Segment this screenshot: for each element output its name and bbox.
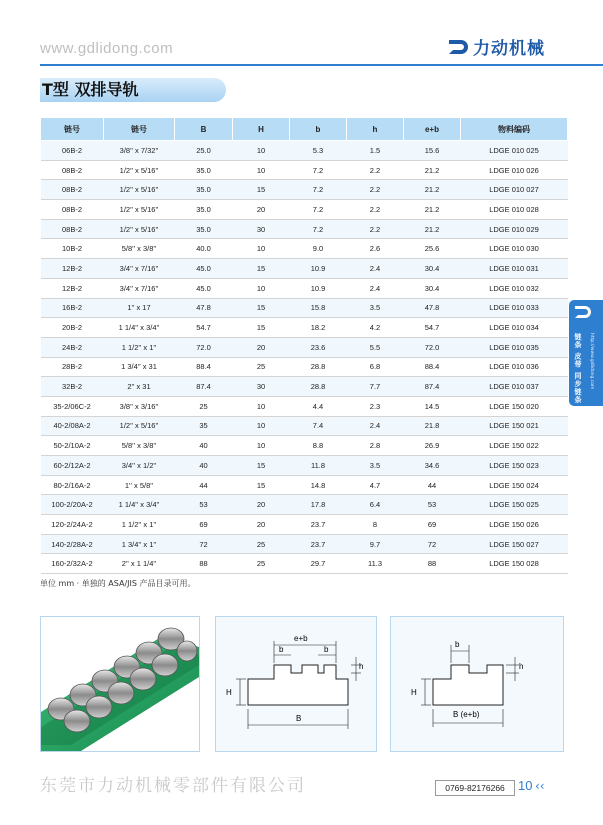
column-header: b — [290, 118, 347, 141]
table-cell: 50-2/10A-2 — [41, 436, 104, 456]
table-cell: 23.6 — [290, 337, 347, 357]
table-cell: 17.8 — [290, 495, 347, 515]
table-cell: 60-2/12A-2 — [41, 456, 104, 476]
table-cell: 25 — [233, 554, 290, 574]
table-row — [41, 475, 568, 495]
column-header: h — [347, 118, 404, 141]
table-cell: 87.4 — [175, 377, 233, 397]
table-cell: 21.2 — [404, 180, 461, 200]
table-cell: 11.3 — [347, 554, 404, 574]
table-cell: 23.7 — [290, 534, 347, 554]
table-cell: LDGE 010 028 — [461, 200, 568, 220]
footer-phone: 0769-82176266 — [435, 780, 515, 796]
dim-b-right-label: b — [324, 645, 329, 654]
table-cell: 20 — [233, 200, 290, 220]
table-cell: 21.2 — [404, 160, 461, 180]
table-cell: 12B-2 — [41, 278, 104, 298]
table-cell: 47.8 — [404, 298, 461, 318]
table-cell: 1/2'' x 5/16'' — [104, 219, 175, 239]
table-cell: 53 — [404, 495, 461, 515]
table-row — [41, 239, 568, 259]
table-cell: 1 3/4'' x 31 — [104, 357, 175, 377]
table-cell: 47.8 — [175, 298, 233, 318]
table-cell: 5/8'' x 3/8'' — [104, 436, 175, 456]
table-cell: LDGE 010 035 — [461, 337, 568, 357]
table-cell: 7.2 — [290, 219, 347, 239]
table-cell: 1'' x 5/8'' — [104, 475, 175, 495]
table-cell: LDGE 010 030 — [461, 239, 568, 259]
table-row — [41, 141, 568, 161]
table-cell: 1'' x 17 — [104, 298, 175, 318]
table-cell: 2.3 — [347, 396, 404, 416]
page-title: T型 双排导轨 — [42, 80, 139, 99]
profile-outline — [248, 665, 348, 705]
table-row — [41, 554, 568, 574]
column-header: 链号 — [41, 118, 104, 141]
table-row — [41, 200, 568, 220]
chain-guide-photo — [41, 617, 199, 751]
table-cell: 10 — [233, 141, 290, 161]
table-cell: LDGE 150 024 — [461, 475, 568, 495]
table-cell: 08B-2 — [41, 180, 104, 200]
table-cell: 10 — [233, 396, 290, 416]
table-cell: 10 — [233, 160, 290, 180]
table-cell: 120-2/24A-2 — [41, 515, 104, 535]
table-cell: 35.0 — [175, 180, 233, 200]
table-cell: 1 1/4'' x 3/4'' — [104, 495, 175, 515]
table-cell: 4.4 — [290, 396, 347, 416]
table-cell: 2.4 — [347, 416, 404, 436]
dim-b-label: b — [455, 640, 460, 649]
table-cell: LDGE 010 029 — [461, 219, 568, 239]
table-cell: 2'' x 1 1/4'' — [104, 554, 175, 574]
table-cell: LDGE 010 033 — [461, 298, 568, 318]
table-cell: 2.2 — [347, 200, 404, 220]
brand-name: 力动机械 — [473, 39, 545, 59]
table-cell: 44 — [404, 475, 461, 495]
table-cell: 15 — [233, 259, 290, 279]
table-cell: 20 — [233, 495, 290, 515]
table-cell: 28B-2 — [41, 357, 104, 377]
table-cell: LDGE 150 025 — [461, 495, 568, 515]
brand-logo — [447, 34, 545, 59]
table-cell: 35 — [175, 416, 233, 436]
table-cell: 1/2'' x 5/16'' — [104, 160, 175, 180]
table-cell: 08B-2 — [41, 200, 104, 220]
side-tab-url: http://www.gdlidong.com — [589, 333, 594, 390]
table-cell: 3.5 — [347, 456, 404, 476]
table-cell: 69 — [404, 515, 461, 535]
table-cell: 15 — [233, 475, 290, 495]
profile-diagram-single — [390, 616, 564, 752]
table-cell: 88 — [404, 554, 461, 574]
dim-B-label: B — [296, 714, 302, 723]
table-cell: 7.2 — [290, 180, 347, 200]
table-cell: 40 — [175, 436, 233, 456]
table-cell: LDGE 010 036 — [461, 357, 568, 377]
table-cell: 25.0 — [175, 141, 233, 161]
table-row — [41, 160, 568, 180]
table-cell: 14.5 — [404, 396, 461, 416]
column-header: 链号 — [104, 118, 175, 141]
dim-h-label: h — [359, 662, 364, 671]
table-cell: 5.5 — [347, 337, 404, 357]
table-cell: 2'' x 31 — [104, 377, 175, 397]
table-cell: 15 — [233, 180, 290, 200]
table-cell: 160-2/32A-2 — [41, 554, 104, 574]
table-cell: 2.4 — [347, 278, 404, 298]
table-cell: LDGE 010 037 — [461, 377, 568, 397]
table-cell: 28.8 — [290, 357, 347, 377]
table-cell: 88.4 — [404, 357, 461, 377]
table-cell: 40 — [175, 456, 233, 476]
table-cell: 10 — [233, 278, 290, 298]
table-row — [41, 337, 568, 357]
table-row — [41, 278, 568, 298]
table-cell: 1 1/2'' x 1'' — [104, 515, 175, 535]
table-cell: 2.4 — [347, 259, 404, 279]
page-arrow-icon: ‹‹ — [535, 779, 545, 793]
table-cell: LDGE 150 020 — [461, 396, 568, 416]
page-number: 10 — [518, 778, 533, 793]
column-header: B — [175, 118, 233, 141]
table-cell: 1 3/4'' x 1'' — [104, 534, 175, 554]
table-cell: 10B-2 — [41, 239, 104, 259]
table-row — [41, 436, 568, 456]
table-cell: 21.8 — [404, 416, 461, 436]
table-cell: LDGE 150 026 — [461, 515, 568, 535]
dim-H-label-single: H — [411, 688, 417, 697]
table-row — [41, 298, 568, 318]
table-cell: 2.6 — [347, 239, 404, 259]
table-cell: 6.4 — [347, 495, 404, 515]
table-cell: 4.7 — [347, 475, 404, 495]
table-cell: 24B-2 — [41, 337, 104, 357]
dim-H-label: H — [226, 688, 232, 697]
table-cell: 3.5 — [347, 298, 404, 318]
unit-note: 单位 mm · 单独的 ASA/JIS 产品目录可用。 — [40, 579, 196, 588]
brand-logo-icon — [447, 36, 469, 58]
table-cell: 21.2 — [404, 219, 461, 239]
column-header: 物料编码 — [461, 118, 568, 141]
table-cell: 6.8 — [347, 357, 404, 377]
table-cell: 80-2/16A-2 — [41, 475, 104, 495]
table-cell: 72 — [175, 534, 233, 554]
table-cell: 11.8 — [290, 456, 347, 476]
table-cell: 1/2'' x 5/16'' — [104, 416, 175, 436]
spec-table — [40, 117, 568, 574]
table-cell: 08B-2 — [41, 160, 104, 180]
profile-diagram-double — [215, 616, 377, 752]
table-cell: 1.5 — [347, 141, 404, 161]
column-header: e+b — [404, 118, 461, 141]
table-cell: LDGE 150 027 — [461, 534, 568, 554]
table-row — [41, 180, 568, 200]
table-row — [41, 377, 568, 397]
table-cell: 34.6 — [404, 456, 461, 476]
table-cell: 8.8 — [290, 436, 347, 456]
table-cell: 3/4'' x 1/2'' — [104, 456, 175, 476]
profile-outline-single — [433, 665, 503, 705]
table-cell: 9.7 — [347, 534, 404, 554]
table-cell: 16B-2 — [41, 298, 104, 318]
table-cell: 7.2 — [290, 200, 347, 220]
table-cell: 15 — [233, 318, 290, 338]
table-cell: 10.9 — [290, 278, 347, 298]
table-row — [41, 515, 568, 535]
table-cell: LDGE 150 028 — [461, 554, 568, 574]
table-cell: LDGE 010 026 — [461, 160, 568, 180]
table-row — [41, 534, 568, 554]
table-cell: LDGE 150 021 — [461, 416, 568, 436]
table-cell: 1 1/2'' x 1'' — [104, 337, 175, 357]
table-row — [41, 259, 568, 279]
table-cell: 10.9 — [290, 259, 347, 279]
site-url: www.gdlidong.com — [40, 40, 174, 57]
table-cell: 08B-2 — [41, 219, 104, 239]
table-cell: LDGE 010 025 — [461, 141, 568, 161]
table-cell: LDGE 010 034 — [461, 318, 568, 338]
dim-eb-label: e+b — [294, 634, 308, 643]
product-photo-panel — [40, 616, 200, 752]
table-cell: 3/8'' x 3/16'' — [104, 396, 175, 416]
table-cell: 30.4 — [404, 278, 461, 298]
table-cell: 9.0 — [290, 239, 347, 259]
side-tab-text: 链条 皮带 同步链条 — [574, 333, 582, 404]
table-cell: 32B-2 — [41, 377, 104, 397]
table-cell: LDGE 150 023 — [461, 456, 568, 476]
table-cell: 10 — [233, 416, 290, 436]
table-cell: 7.2 — [290, 160, 347, 180]
table-cell: 87.4 — [404, 377, 461, 397]
table-cell: 35.0 — [175, 219, 233, 239]
table-cell: 26.9 — [404, 436, 461, 456]
header-rule — [40, 64, 603, 66]
table-cell: 88.4 — [175, 357, 233, 377]
table-cell: 40-2/08A-2 — [41, 416, 104, 436]
table-cell: 53 — [175, 495, 233, 515]
table-cell: 54.7 — [175, 318, 233, 338]
table-cell: 10 — [233, 239, 290, 259]
table-cell: 20 — [233, 337, 290, 357]
table-cell: 5/8'' x 3/8'' — [104, 239, 175, 259]
table-cell: 72.0 — [175, 337, 233, 357]
table-cell: 140-2/28A-2 — [41, 534, 104, 554]
table-cell: 15 — [233, 456, 290, 476]
table-cell: 35-2/06C-2 — [41, 396, 104, 416]
table-cell: 1 1/4'' x 3/4'' — [104, 318, 175, 338]
table-row — [41, 456, 568, 476]
table-cell: 44 — [175, 475, 233, 495]
table-cell: 8 — [347, 515, 404, 535]
table-cell: 7.4 — [290, 416, 347, 436]
table-cell: LDGE 150 022 — [461, 436, 568, 456]
table-cell: LDGE 010 032 — [461, 278, 568, 298]
table-cell: 54.7 — [404, 318, 461, 338]
table-row — [41, 396, 568, 416]
table-cell: 28.8 — [290, 377, 347, 397]
table-row — [41, 357, 568, 377]
table-cell: 100-2/20A-2 — [41, 495, 104, 515]
table-cell: 20 — [233, 515, 290, 535]
table-cell: 72.0 — [404, 337, 461, 357]
table-row — [41, 318, 568, 338]
table-cell: 20B-2 — [41, 318, 104, 338]
table-cell: 7.7 — [347, 377, 404, 397]
table-cell: 2.2 — [347, 219, 404, 239]
table-cell: 29.7 — [290, 554, 347, 574]
table-cell: 25 — [175, 396, 233, 416]
table-cell: 15.6 — [404, 141, 461, 161]
table-cell: 21.2 — [404, 200, 461, 220]
table-cell: 1/2'' x 5/16'' — [104, 180, 175, 200]
table-cell: 18.2 — [290, 318, 347, 338]
table-cell: 72 — [404, 534, 461, 554]
table-cell: 30 — [233, 219, 290, 239]
table-cell: 15 — [233, 298, 290, 318]
table-cell: LDGE 010 027 — [461, 180, 568, 200]
table-cell: 25 — [233, 357, 290, 377]
table-cell: 23.7 — [290, 515, 347, 535]
table-row — [41, 416, 568, 436]
table-cell: 3/4'' x 7/16'' — [104, 278, 175, 298]
table-cell: 69 — [175, 515, 233, 535]
table-cell: 06B-2 — [41, 141, 104, 161]
table-cell: 2.2 — [347, 160, 404, 180]
table-cell: 15.8 — [290, 298, 347, 318]
table-cell: 35.0 — [175, 200, 233, 220]
dim-b-left-label: b — [279, 645, 284, 654]
table-cell: 3/4'' x 7/16'' — [104, 259, 175, 279]
table-cell: 25 — [233, 534, 290, 554]
dim-B-eb-label: B (e+b) — [453, 710, 480, 719]
table-row — [41, 219, 568, 239]
table-row — [41, 495, 568, 515]
table-cell: 14.8 — [290, 475, 347, 495]
table-header-row — [41, 118, 568, 141]
table-cell: 45.0 — [175, 259, 233, 279]
table-cell: 3/8'' x 7/32'' — [104, 141, 175, 161]
table-cell: 4.2 — [347, 318, 404, 338]
footer-company: 东莞市力动机械零部件有限公司 — [40, 776, 306, 796]
table-cell: 88 — [175, 554, 233, 574]
table-cell: 45.0 — [175, 278, 233, 298]
table-cell: LDGE 010 031 — [461, 259, 568, 279]
dim-h-label-single: h — [519, 662, 524, 671]
table-cell: 10 — [233, 436, 290, 456]
table-cell: 30.4 — [404, 259, 461, 279]
table-cell: 2.2 — [347, 180, 404, 200]
table-cell: 12B-2 — [41, 259, 104, 279]
table-cell: 35.0 — [175, 160, 233, 180]
table-cell: 30 — [233, 377, 290, 397]
table-cell: 40.0 — [175, 239, 233, 259]
side-brand-icon — [571, 303, 597, 325]
table-cell: 1/2'' x 5/16'' — [104, 200, 175, 220]
table-cell: 5.3 — [290, 141, 347, 161]
column-header: H — [233, 118, 290, 141]
table-cell: 2.8 — [347, 436, 404, 456]
table-cell: 25.6 — [404, 239, 461, 259]
